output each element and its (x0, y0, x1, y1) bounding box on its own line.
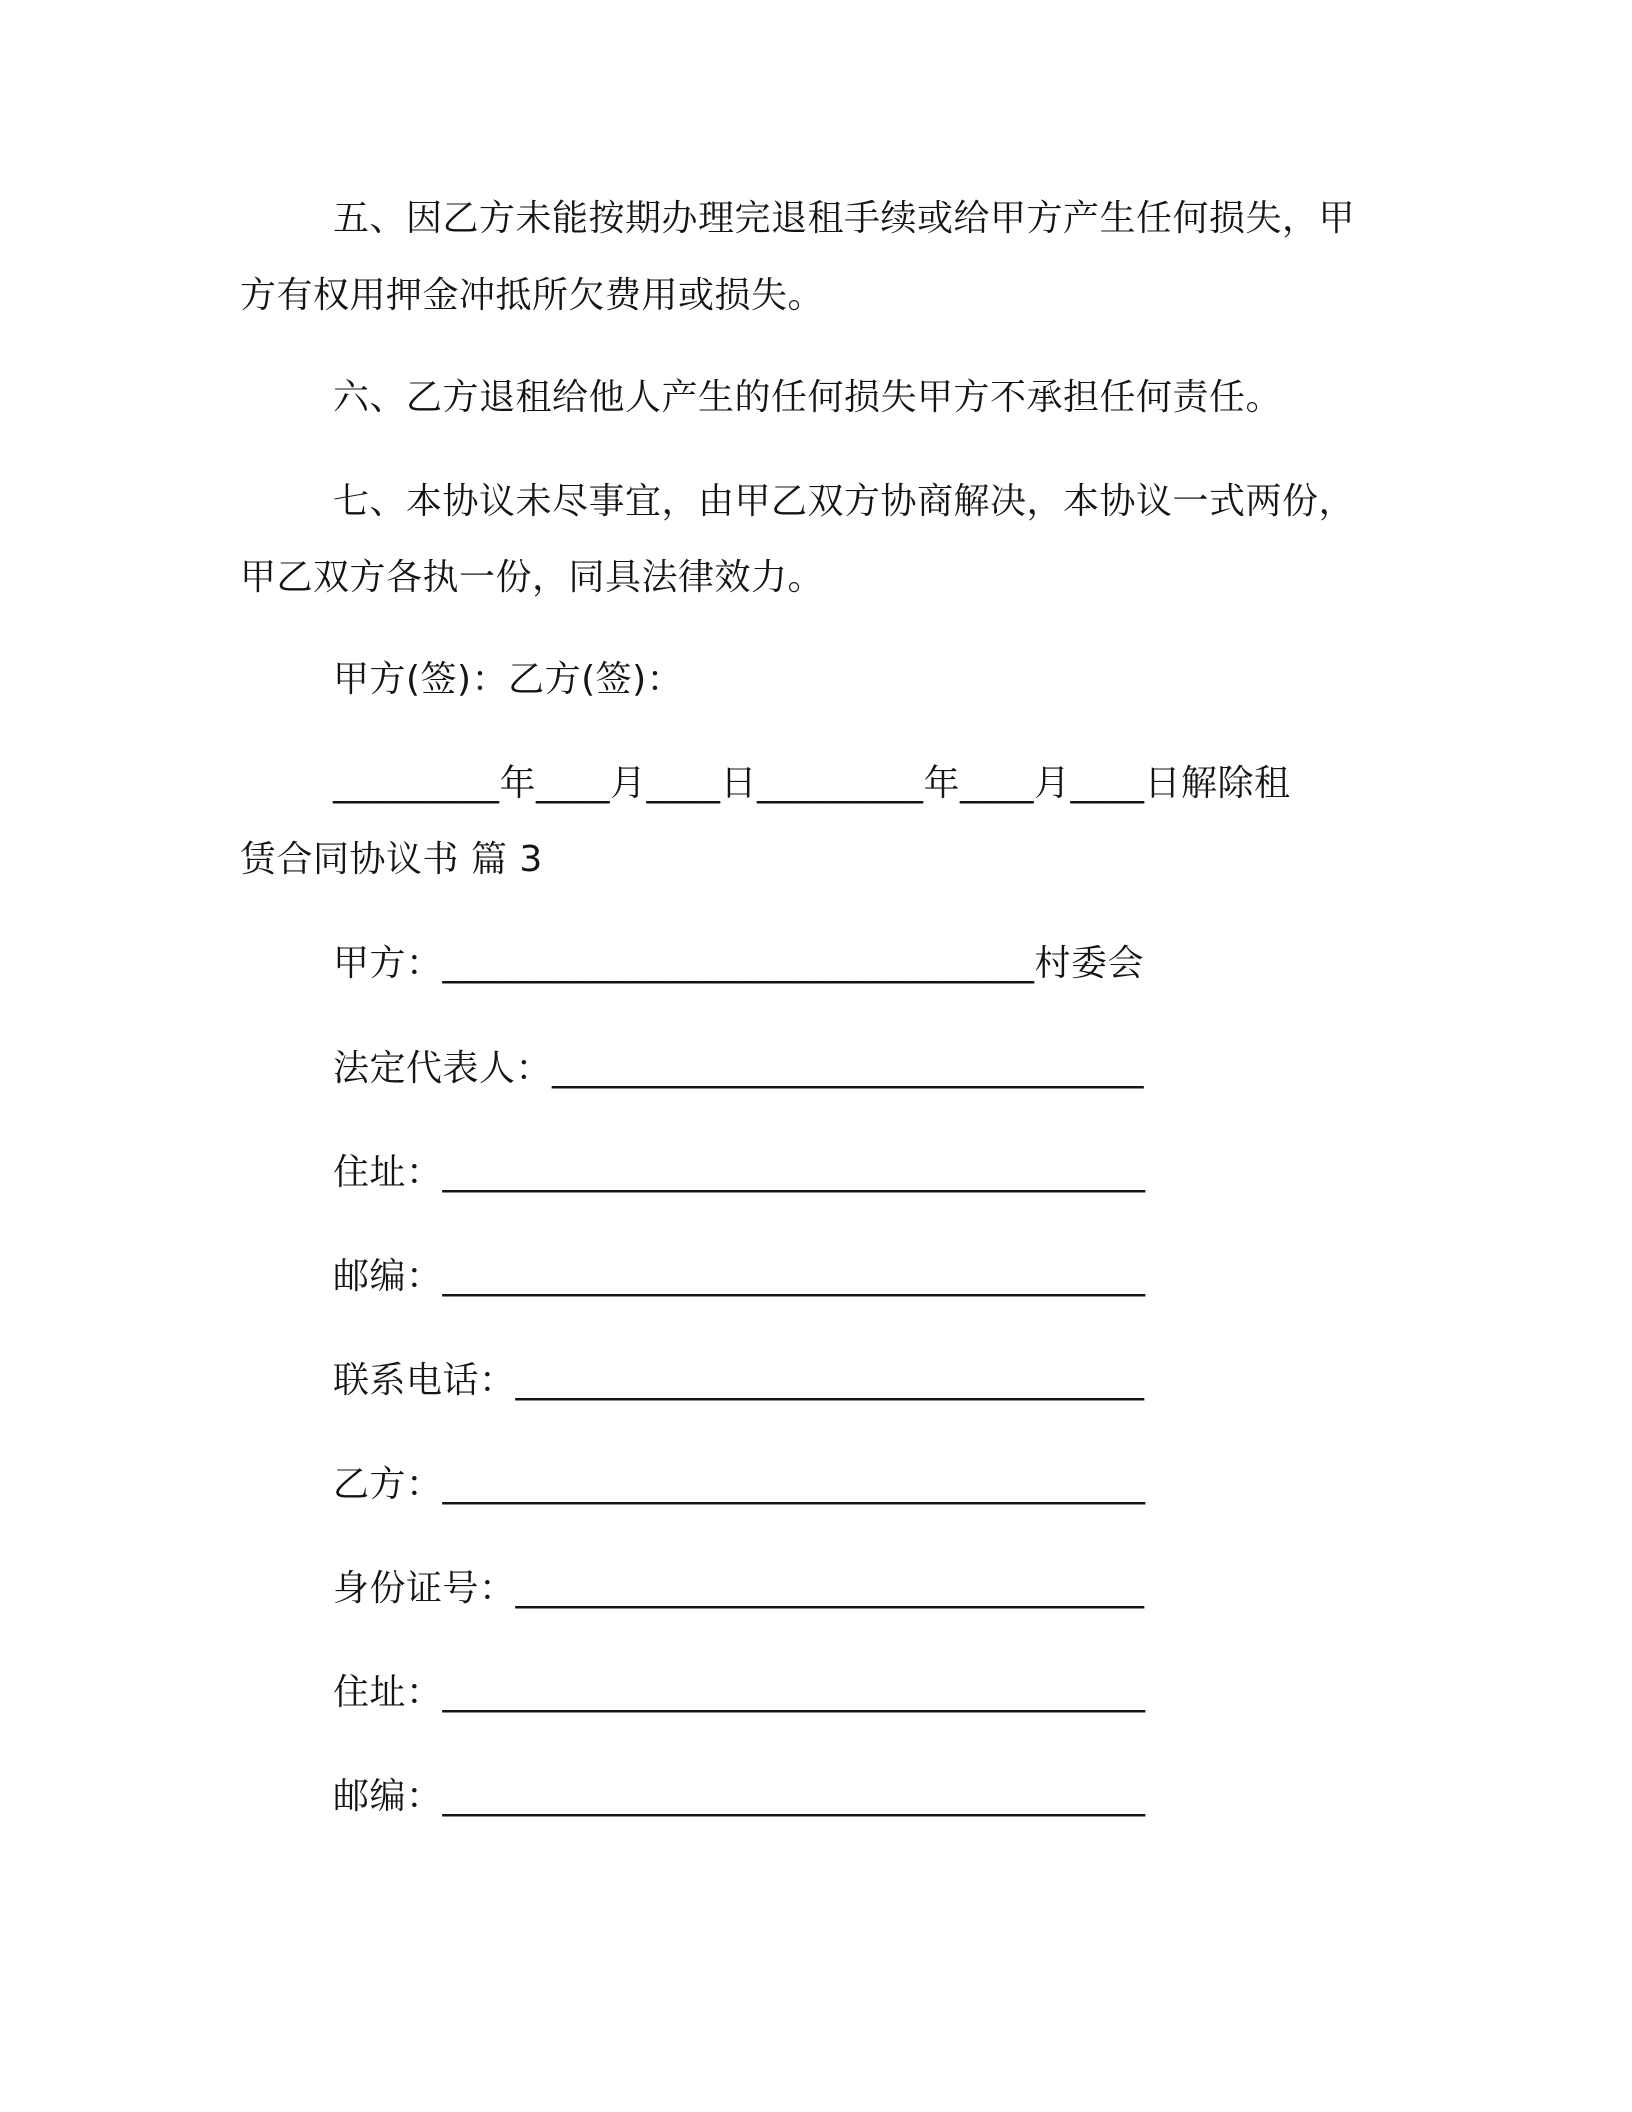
postcode-field-b: 邮编：______________________________________ (333, 1776, 1146, 1817)
address-field-b: 住址：______________________________________ (333, 1672, 1146, 1713)
section-heading: 赁合同协议书 篇 3 (240, 839, 543, 880)
date-line: _________年____月____日_________年____月____日解除租 (333, 763, 1291, 804)
postcode-field-a: 邮编：______________________________________ (333, 1256, 1146, 1297)
clause-5-line-2: 方有权用押金冲抵所欠费用或损失。 (240, 275, 825, 316)
clause-7-line-1: 七、本协议未尽事宜，由甲乙双方协商解决，本协议一式两份， (333, 481, 1356, 522)
id-number-field: 身份证号：__________________________________ (333, 1568, 1145, 1609)
legal-representative-field: 法定代表人：________________________________ (333, 1048, 1145, 1089)
party-a-field: 甲方：________________________________村委会 (333, 943, 1145, 984)
party-b-field: 乙方：______________________________________ (333, 1464, 1146, 1505)
address-field-a: 住址：______________________________________ (333, 1152, 1146, 1193)
clause-7-line-2: 甲乙双方各执一份，同具法律效力。 (240, 557, 825, 598)
signature-line: 甲方(签)：乙方(签)： (333, 659, 684, 700)
clause-6: 六、乙方退租给他人产生的任何损失甲方不承担任何责任。 (333, 377, 1283, 418)
clause-5-line-1: 五、因乙方未能按期办理完退租手续或给甲方产生任何损失，甲 (333, 198, 1356, 239)
phone-field: 联系电话：__________________________________ (333, 1360, 1145, 1401)
